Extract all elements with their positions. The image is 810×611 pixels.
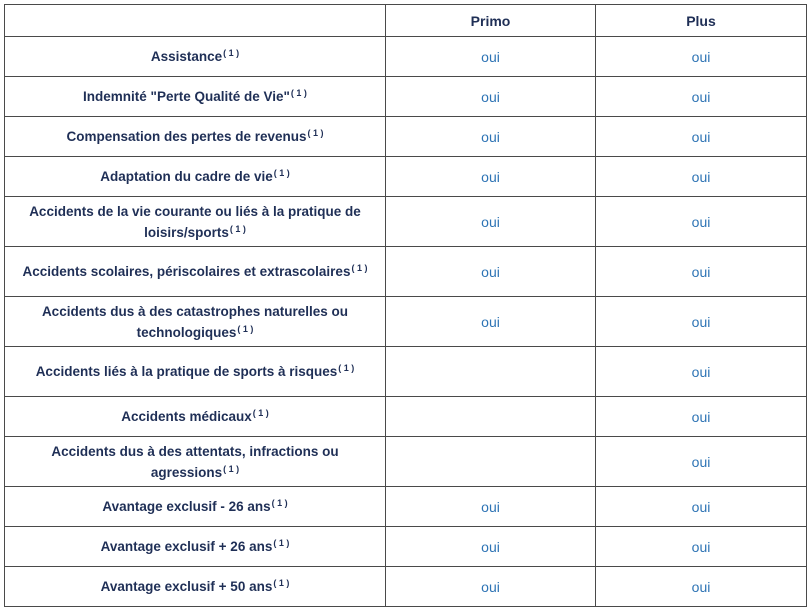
- plus-value: oui: [596, 247, 807, 297]
- row-label: [5, 437, 386, 487]
- footnote-marker: ( 1 ): [237, 323, 254, 334]
- table-row: [5, 77, 807, 117]
- plus-value: oui: [596, 37, 807, 77]
- primo-value: oui: [386, 77, 596, 117]
- primo-value: oui: [386, 567, 596, 607]
- table-row: [5, 437, 807, 487]
- table-row: [5, 247, 807, 297]
- table-row: [5, 157, 807, 197]
- primo-value: [386, 397, 596, 437]
- footnote-marker: ( 1 ): [338, 363, 355, 373]
- row-label-text: Accidents de la vie courante ou liés à la pratique de loisirs/sports: [29, 203, 361, 240]
- row-label-text: Indemnité "Perte Qualité de Vie": [83, 89, 290, 104]
- row-label: [5, 527, 386, 567]
- row-label: [5, 117, 386, 157]
- table-row: [5, 487, 807, 527]
- footnote-marker: ( 1 ): [223, 463, 240, 474]
- row-label: [5, 487, 386, 527]
- primo-value: oui: [386, 37, 596, 77]
- row-label: [5, 157, 386, 197]
- footnote-marker: ( 1 ): [271, 498, 288, 508]
- table-row: [5, 197, 807, 247]
- primo-value: oui: [386, 197, 596, 247]
- table-row: [5, 567, 807, 607]
- plus-value: oui: [596, 567, 807, 607]
- comparison-table: [4, 4, 807, 607]
- primo-value: oui: [386, 297, 596, 347]
- plus-value: oui: [596, 397, 807, 437]
- table-row: [5, 527, 807, 567]
- column-header-plus: Plus: [596, 5, 807, 37]
- table-row: [5, 397, 807, 437]
- row-label-text: Adaptation du cadre de vie: [100, 169, 273, 184]
- plus-value: oui: [596, 117, 807, 157]
- row-label: [5, 567, 386, 607]
- table-row: [5, 297, 807, 347]
- primo-value: [386, 347, 596, 397]
- row-label-text: Assistance: [150, 49, 223, 64]
- row-label: [5, 247, 386, 297]
- footnote-marker: ( 1 ): [229, 223, 246, 234]
- row-label: [5, 347, 386, 397]
- row-label: [5, 297, 386, 347]
- row-label: [5, 397, 386, 437]
- primo-value: [386, 437, 596, 487]
- plus-value: oui: [596, 197, 807, 247]
- header-row: [5, 5, 807, 37]
- row-label-text: Avantage exclusif + 50 ans: [100, 579, 273, 594]
- row-label: [5, 77, 386, 117]
- plus-value: oui: [596, 527, 807, 567]
- footnote-marker: ( 1 ): [273, 578, 290, 588]
- row-label-text: Accidents liés à la pratique de sports à risques: [35, 364, 338, 379]
- footnote-marker: ( 1 ): [252, 408, 269, 418]
- footnote-marker: ( 1 ): [351, 263, 368, 273]
- plus-value: oui: [596, 437, 807, 487]
- footnote-marker: ( 1 ): [307, 128, 324, 138]
- row-label: [5, 197, 386, 247]
- table-row: [5, 117, 807, 157]
- footnote-marker: ( 1 ): [273, 168, 290, 178]
- row-label: [5, 37, 386, 77]
- primo-value: oui: [386, 527, 596, 567]
- row-label-text: Accidents scolaires, périscolaires et extrascolaires: [22, 264, 351, 279]
- footnote-marker: ( 1 ): [223, 48, 240, 58]
- row-label-text: Accidents dus à des attentats, infractions ou agressions: [51, 443, 339, 480]
- corner-cell: [5, 5, 386, 37]
- primo-value: oui: [386, 247, 596, 297]
- plus-value: oui: [596, 157, 807, 197]
- footnote-marker: ( 1 ): [273, 538, 290, 548]
- row-label-text: Compensation des pertes de revenus: [66, 129, 307, 144]
- primo-value: oui: [386, 487, 596, 527]
- plus-value: oui: [596, 77, 807, 117]
- footnote-marker: ( 1 ): [290, 88, 307, 98]
- row-label-text: Accidents dus à des catastrophes naturelles ou technologiques: [41, 303, 349, 340]
- plus-value: oui: [596, 487, 807, 527]
- primo-value: oui: [386, 117, 596, 157]
- table-row: [5, 347, 807, 397]
- plus-value: oui: [596, 297, 807, 347]
- row-label-text: Accidents médicaux: [121, 409, 252, 424]
- table-row: [5, 37, 807, 77]
- primo-value: oui: [386, 157, 596, 197]
- row-label-text: Avantage exclusif + 26 ans: [100, 539, 273, 554]
- plus-value: oui: [596, 347, 807, 397]
- column-header-primo: Primo: [386, 5, 596, 37]
- row-label-text: Avantage exclusif - 26 ans: [102, 499, 271, 514]
